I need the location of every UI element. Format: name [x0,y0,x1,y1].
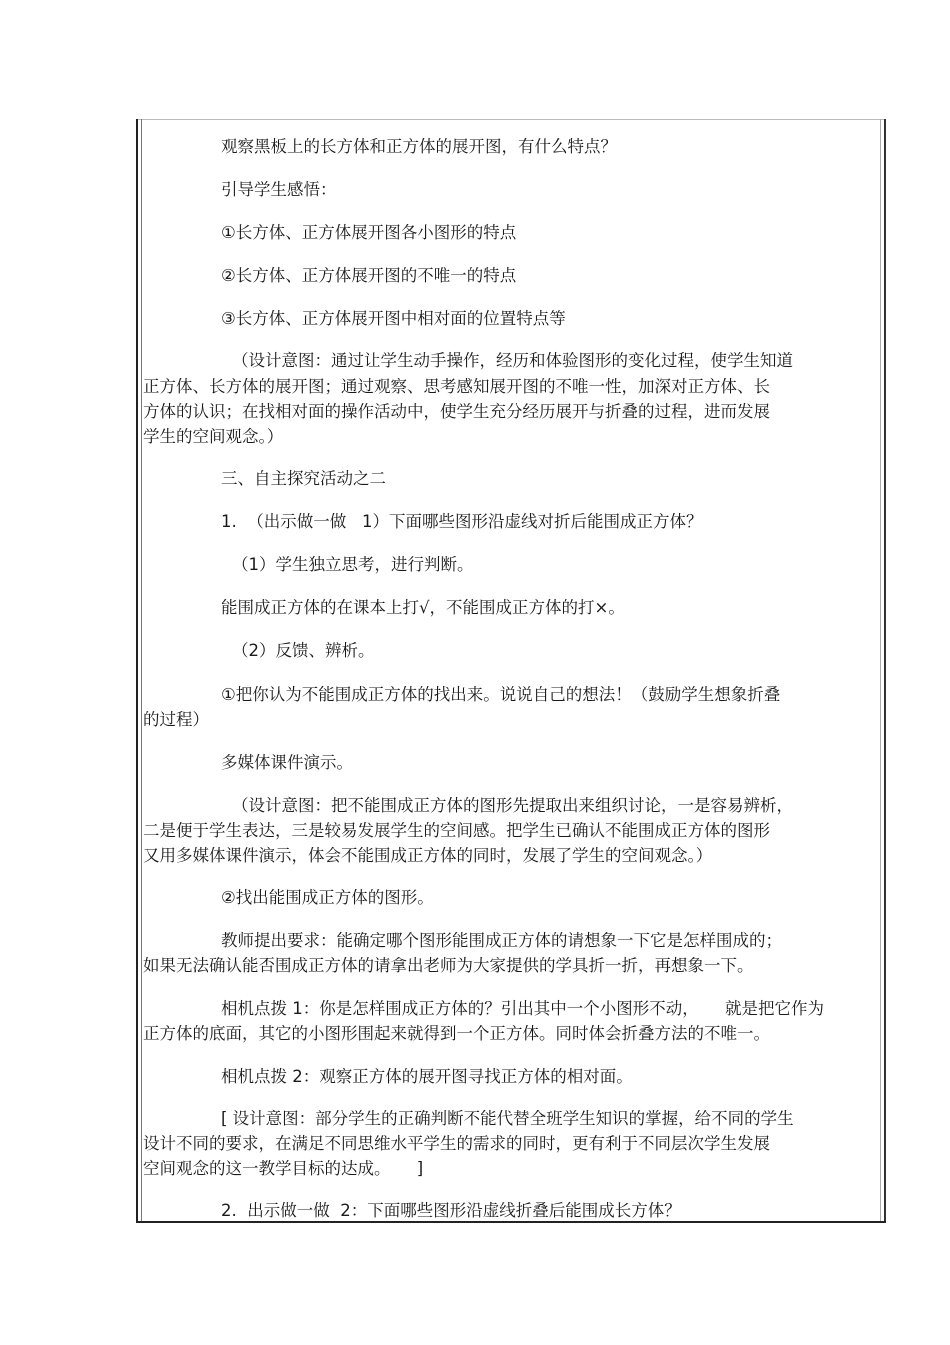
text-line: 相机点拨 2：观察正方体的展开图寻找正方体的相对面。 [221,1067,633,1086]
table-right-border [884,119,886,1223]
text-line: [ 设计意图：部分学生的正确判断不能代替全班学生知识的掌握，给不同的学生 [221,1109,794,1128]
text-line: 空间观念的这一教学目标的达成。 ] [143,1159,424,1178]
text-line: （2）反馈、辨析。 [232,641,375,660]
text-line: 观察黑板上的长方体和正方体的展开图，有什么特点？ [221,137,617,156]
text-line: （设计意图：通过让学生动手操作，经历和体验图形的变化过程，使学生知道 [232,351,793,370]
text-line: （1）学生独立思考，进行判断。 [232,555,474,574]
text-line: 又用多媒体课件演示，体会不能围成正方体的同时，发展了学生的空间观念。） [143,846,713,865]
text-line: ①把你认为不能围成正方体的找出来。说说自己的想法！（鼓励学生想象折叠 [221,685,781,704]
table-right-inner-border [880,119,881,1223]
text-line: ①长方体、正方体展开图各小图形的特点 [221,223,517,242]
text-line: 正方体、长方体的展开图；通过观察、思考感知展开图的不唯一性，加深对正方体、长 [143,377,770,396]
text-line: 学生的空间观念。） [143,427,284,446]
text-line: 三、自主探究活动之二 [221,469,386,488]
text-line: 多媒体课件演示。 [221,753,353,772]
text-line: 1. （出示做一做 1）下面哪些图形沿虚线对折后能围成正方体？ [221,512,703,531]
text-line: ②长方体、正方体展开图的不唯一的特点 [221,266,517,285]
table-top-border [136,119,886,120]
text-line: 如果无法确认能否围成正方体的请拿出老师为大家提供的学具折一折，再想象一下。 [143,956,754,975]
text-line: 2. 出示做一做 2：下面哪些图形沿虚线折叠后能围成长方体？ [221,1201,681,1220]
table-left-border [136,119,138,1223]
text-line: ②找出能围成正方体的图形。 [221,888,434,907]
text-line: ③长方体、正方体展开图中相对面的位置特点等 [221,309,566,328]
text-line: 设计不同的要求，在满足不同思维水平学生的需求的同时，更有利于不同层次学生发展 [143,1134,770,1153]
text-line: 能围成正方体的在课本上打√，不能围成正方体的打×。 [221,598,625,617]
text-line: 教师提出要求：能确定哪个图形能围成正方体的请想象一下它是怎样围成的； [221,931,782,950]
text-line: 引导学生感悟： [221,180,337,199]
table-bottom-border [136,1221,886,1223]
text-line: 二是便于学生表达，三是较易发展学生的空间感。把学生已确认不能围成正方体的图形 [143,821,770,840]
text-line: 正方体的底面，其它的小图形围起来就得到一个正方体。同时体会折叠方法的不唯一。 [143,1024,770,1043]
text-line: （设计意图：把不能围成正方体的图形先提取出来组织讨论，一是容易辨析， [232,796,793,815]
text-line: 的过程） [143,710,209,729]
text-line: 方体的认识；在找相对面的操作活动中，使学生充分经历展开与折叠的过程，进而发展 [143,402,770,421]
text-line: 相机点拨 1：你是怎样围成正方体的？引出其中一个小图形不动， 就是把它作为 [221,999,824,1018]
table-left-inner-border [141,119,142,1223]
